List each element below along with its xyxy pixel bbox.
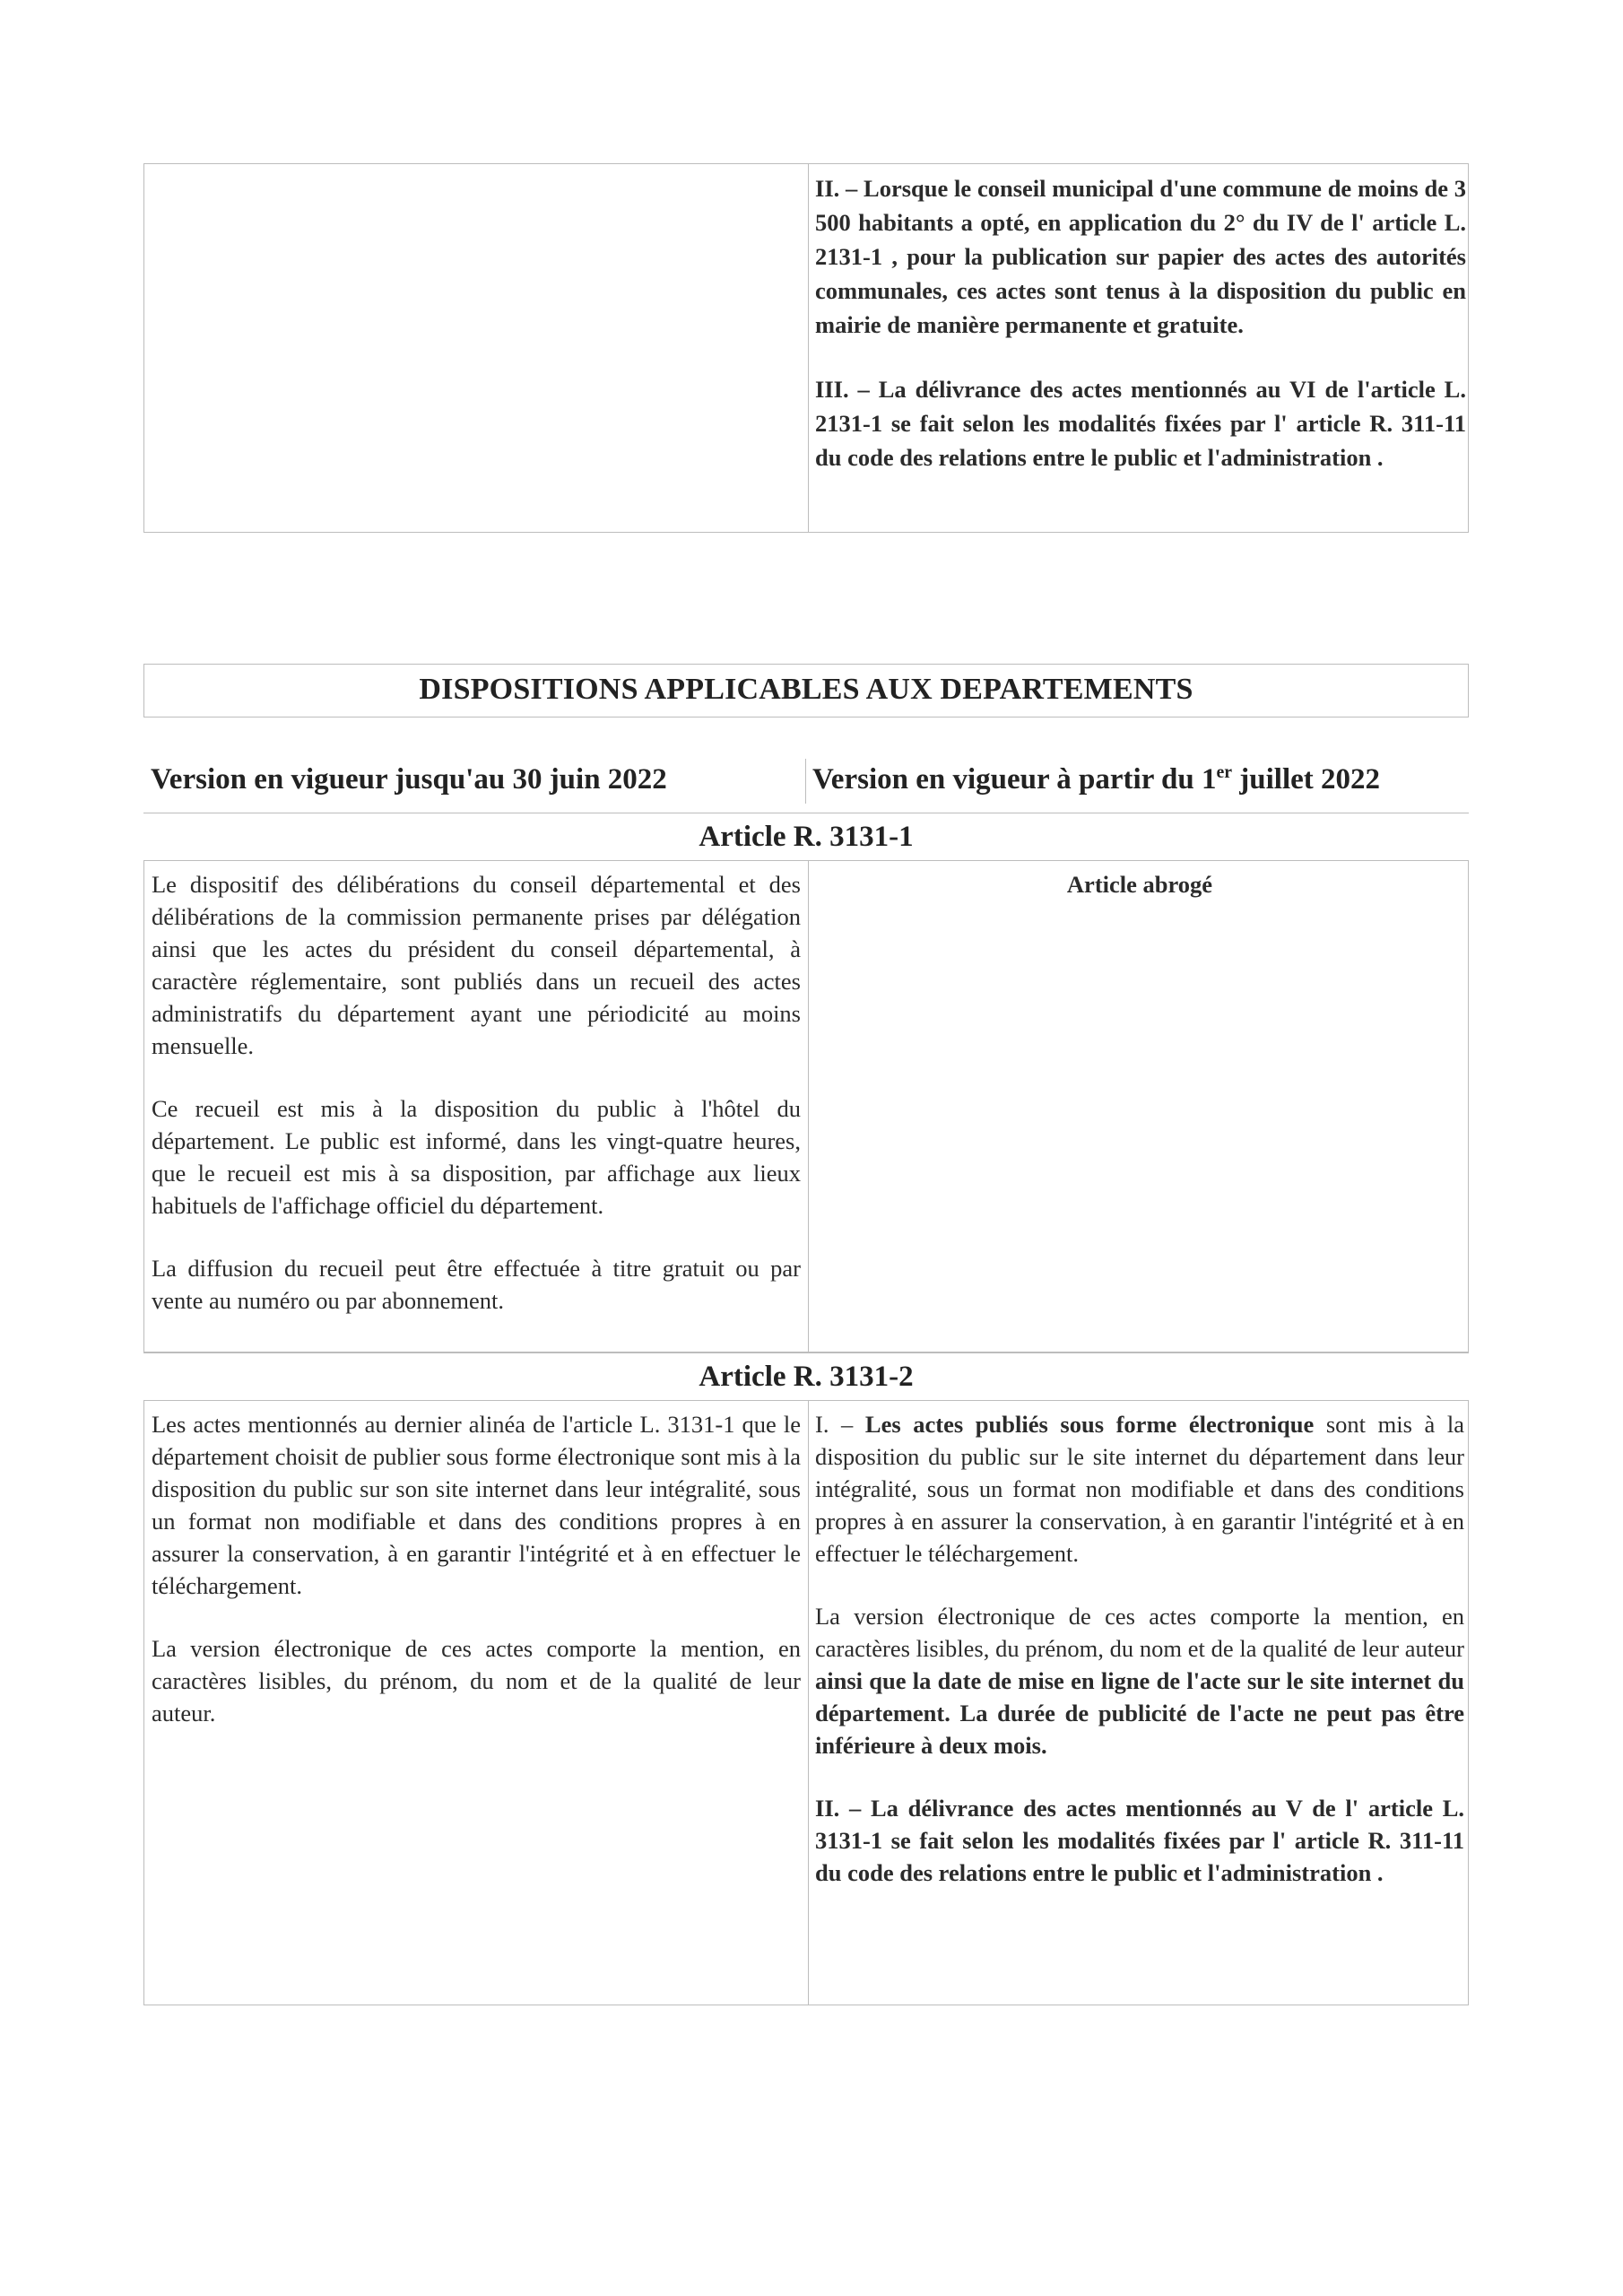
article-2-body [143, 1401, 1469, 2005]
article-2-left-cell [152, 1408, 801, 1729]
paragraph-ii: II. – Lorsque le conseil municipal d'une commune de moins de 3 500 habitants a opté, en application du 2° du IV de l' article L. 2131-1 , pour la publication sur papier des actes des autorités communales, ces actes sont tenus à la disposition du public en mairie de manière permanente et gratuite. [815, 175, 1466, 338]
article-2-title-box [143, 1352, 1469, 1401]
text-run: sont mis à la disposition du public sur le site internet du département dans leur intégralité, sous un format non modifiable et dans des conditions propres à en assurer la conservation, à en garantir l'intégrité et à en effectuer le téléchargement. [815, 1411, 1464, 1567]
article-2-title: Article R. 3131-2 [699, 1361, 914, 1393]
article-abroge-label: Article abrogé [1066, 871, 1213, 898]
column-divider [808, 164, 809, 532]
version-right-header [812, 755, 1380, 804]
section-title: DISPOSITIONS APPLICABLES AUX DEPARTEMENTS [419, 673, 1193, 706]
article-2-right-paragraph-i [815, 1408, 1464, 1570]
article-1-left-paragraph: La diffusion du recueil peut être effectuée à titre gratuit ou par vente au numéro ou par abonnement. [152, 1255, 801, 1314]
column-divider [805, 759, 806, 804]
column-divider [808, 1401, 809, 2005]
article-1-title-box [143, 813, 1469, 861]
version-right-sup: er [1216, 762, 1233, 782]
version-right-suffix: juillet 2022 [1232, 763, 1380, 796]
section-title-box [143, 664, 1469, 718]
column-divider [808, 861, 809, 1352]
version-header-row [143, 755, 1469, 804]
article-2-right-paragraph-ii: II. – La délivrance des actes mentionnés au V de l' article L. 3131-1 se fait selon les modalités fixées par l' article R. 311-11 du code des relations entre le public et l'administration . [815, 1795, 1464, 1886]
continuation-table [143, 163, 1469, 533]
paragraph-iii: III. – La délivrance des actes mentionnés au VI de l'article L. 2131-1 se fait selon les modalités fixées par l' article R. 311-11 du code des relations entre le public et l'administration . [815, 376, 1466, 471]
article-2-right-paragraph-2 [815, 1600, 1464, 1761]
bold-text-run: ainsi que la date de mise en ligne de l'acte sur le site internet du département. La durée de publicité de l'acte ne peut pas être inférieure à deux mois. [815, 1667, 1464, 1759]
text-run: I. – [815, 1411, 865, 1438]
article-1-left-cell [152, 868, 801, 1317]
article-1-left-paragraph: Ce recueil est mis à la disposition du public à l'hôtel du département. Le public est informé, dans les vingt-quatre heures, que le recueil est mis à sa disposition, par affichage aux lieux habituels de l'affichage officiel du département. [152, 1095, 801, 1219]
article-1-left-paragraph: Le dispositif des délibérations du conseil départemental et des délibérations de la commission permanente prises par délégation ainsi que les actes du président du conseil départemental, à caractère réglementaire, sont publiés dans un recueil des actes administratifs du département ayant une périodicité au moins mensuelle. [152, 871, 801, 1059]
version-right-prefix: Version en vigueur à partir du 1 [812, 763, 1217, 796]
continuation-right-cell [815, 171, 1466, 474]
article-2-left-paragraph: Les actes mentionnés au dernier alinéa de l'article L. 3131-1 que le département choisit de publier sous forme électronique sont mis à la disposition du public sur son site internet dans leur intégralité, sous un format non modifiable et dans des conditions propres à en assurer la conservation, à en garantir l'intégrité et à en effectuer le téléchargement. [152, 1411, 801, 1599]
article-2-right-cell [815, 1408, 1464, 1889]
version-left-header: Version en vigueur jusqu'au 30 juin 2022 [151, 763, 667, 796]
article-1-title: Article R. 3131-1 [699, 821, 914, 853]
text-run: La version électronique de ces actes comporte la mention, en caractères lisibles, du prénom, du nom et de la qualité de leur auteur [815, 1603, 1464, 1662]
article-1-right-cell [815, 868, 1464, 900]
article-2-left-paragraph: La version électronique de ces actes comporte la mention, en caractères lisibles, du prénom, du nom et de la qualité de leur auteur. [152, 1635, 801, 1726]
bold-text-run: Les actes publiés sous forme électronique [864, 1411, 1315, 1438]
article-1-body [143, 861, 1469, 1352]
